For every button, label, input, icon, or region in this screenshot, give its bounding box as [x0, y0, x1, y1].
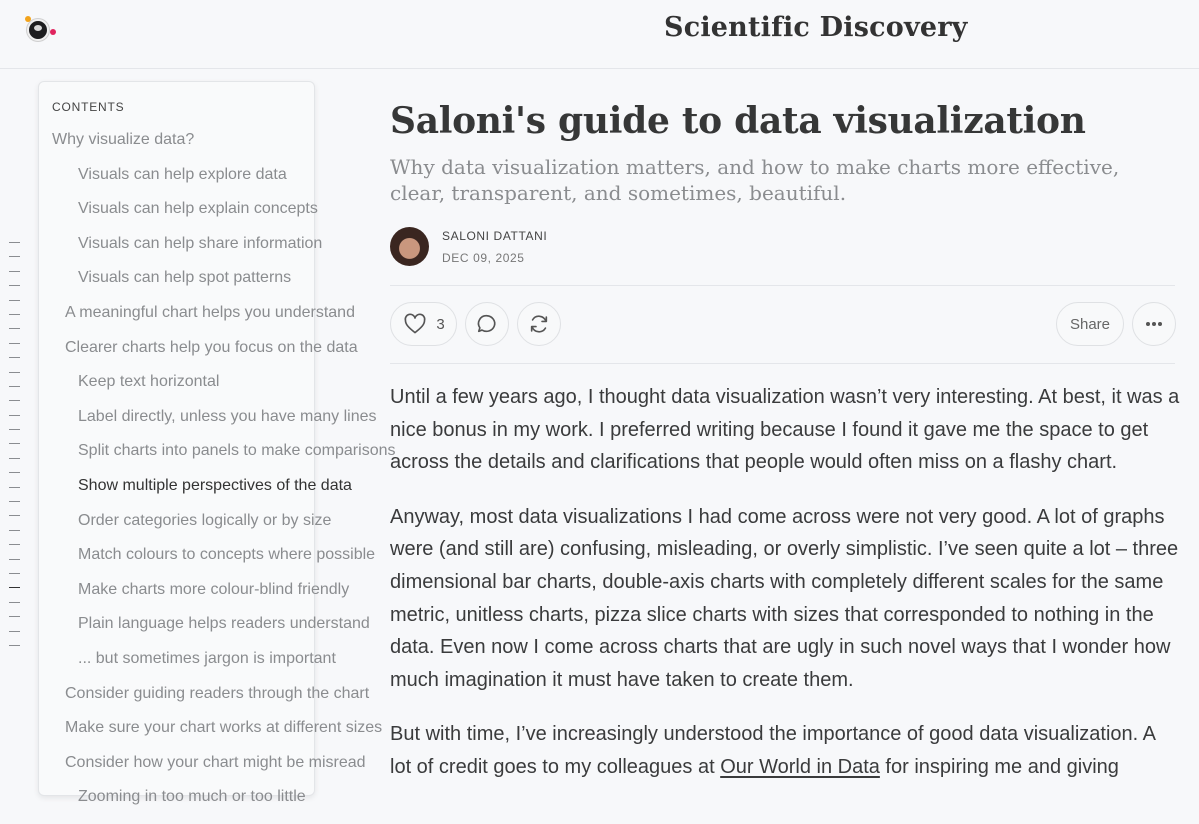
paragraph [390, 718, 1180, 783]
publication-logo-icon[interactable] [24, 16, 56, 44]
toc-item[interactable]: Label directly, unless you have many lines [78, 407, 377, 425]
toc-item[interactable]: Consider guiding readers through the chart [65, 684, 370, 702]
toc-item[interactable]: Zooming in too much or too little [78, 788, 306, 806]
author-avatar[interactable] [390, 227, 429, 266]
toc-tick[interactable] [9, 458, 20, 459]
our-world-in-data-link[interactable]: Our World in Data [720, 755, 880, 778]
toc-item[interactable]: Keep text horizontal [78, 373, 220, 391]
toc-item[interactable]: Make charts more colour-blind friendly [78, 580, 350, 598]
toc-tick[interactable] [9, 343, 20, 344]
article-body [390, 381, 1180, 806]
toc-item[interactable]: Match colours to concepts where possible [78, 546, 376, 564]
top-bar [0, 0, 1199, 69]
toc-tick[interactable] [9, 559, 20, 560]
toc-tick[interactable] [9, 300, 20, 301]
toc-heading: CONTENTS [52, 100, 125, 114]
toc-tick[interactable] [9, 645, 20, 646]
toc-tick[interactable] [9, 602, 20, 603]
heart-icon [404, 314, 426, 334]
toc-tick[interactable] [9, 400, 20, 401]
toc-tick[interactable] [9, 256, 20, 257]
toc-item[interactable]: Order categories logically or by size [78, 511, 332, 529]
toc-item[interactable]: Why visualize data? [52, 131, 195, 148]
toc-tick-rail[interactable] [9, 242, 21, 659]
toc-tick[interactable] [9, 285, 20, 286]
comment-button[interactable] [465, 302, 509, 346]
toc-tick[interactable] [9, 631, 20, 632]
toc-item[interactable]: ... but sometimes jargon is important [78, 650, 336, 667]
more-icon [1145, 321, 1163, 327]
toc-item[interactable]: Visuals can help explore data [78, 165, 287, 183]
toc-item[interactable]: Split charts into panels to make comparisons [78, 442, 396, 460]
toc-item[interactable]: Visuals can help explain concepts [78, 200, 318, 218]
toc-item[interactable]: Clearer charts help you focus on the data [65, 338, 358, 356]
author-name[interactable]: SALONI DATTANI [442, 229, 548, 243]
toc-tick[interactable] [9, 328, 20, 329]
site-title[interactable]: Scientific Discovery [664, 12, 968, 43]
paragraph: Anyway, most data visualizations I had come across were not very good. A lot of graphs were (and still are) confusing, misleading, or overly simplistic. I’ve seen quite a lot – three dimensional bar charts, double-axis charts with completely different scales for the same metric, unitless charts, pizza slice charts with sizes that corresponded to nothing in the data. Even now I come across charts that are ugly in such novel ways that I wonder how much imagination it must have taken to create them. [390, 505, 1179, 691]
table-of-contents [38, 81, 396, 806]
like-button[interactable] [390, 302, 457, 346]
share-button[interactable]: Share [1056, 302, 1124, 346]
paragraph-text: But with time, I’ve increasingly understood the importance of good data visualization. A lot of credit goes to my colleagues at [390, 723, 1155, 778]
toc-tick[interactable] [9, 616, 20, 617]
toc-item[interactable]: A meaningful chart helps you understand [65, 304, 355, 321]
toc-tick[interactable] [9, 530, 20, 531]
toc-tick[interactable] [9, 501, 20, 502]
more-options-button[interactable] [1132, 302, 1176, 346]
toc-tick[interactable] [9, 372, 20, 373]
toc-item[interactable]: Show multiple perspectives of the data [78, 477, 352, 494]
publish-date: DEC 09, 2025 [442, 251, 525, 265]
divider [390, 363, 1175, 364]
toc-item[interactable]: Make sure your chart works at different sizes [65, 719, 383, 737]
paragraph-text: for inspiring me and giving [879, 755, 1119, 778]
toc-tick[interactable] [9, 242, 20, 243]
toc-item[interactable]: Visuals can help spot patterns [78, 269, 292, 287]
toc-tick[interactable] [9, 515, 20, 516]
toc-tick[interactable] [9, 573, 20, 574]
toc-tick[interactable] [9, 472, 20, 473]
toc-tick[interactable] [9, 357, 20, 358]
toc-tick[interactable] [9, 487, 20, 488]
toc-tick[interactable] [9, 544, 20, 545]
restack-icon [528, 313, 550, 335]
toc-tick[interactable] [9, 271, 20, 272]
toc-tick[interactable] [9, 415, 20, 416]
toc-tick[interactable] [9, 443, 20, 444]
toc-item[interactable]: Consider how your chart might be misread [65, 753, 366, 771]
toc-tick[interactable] [9, 429, 20, 430]
toc-item[interactable]: Plain language helps readers understand [78, 615, 370, 633]
toc-tick[interactable] [9, 587, 20, 588]
toc-tick[interactable] [9, 386, 20, 387]
like-count: 3 [436, 315, 445, 333]
toc-item[interactable]: Visuals can help share information [78, 234, 323, 252]
divider [390, 285, 1175, 286]
article-subtitle: Why data visualization matters, and how to make charts more effective, clear, transparent, and sometimes, beautiful. [390, 155, 1120, 205]
comment-icon [476, 313, 498, 335]
toc-tick[interactable] [9, 314, 20, 315]
restack-button[interactable] [517, 302, 561, 346]
article-title: Saloni's guide to data visualization [390, 100, 1086, 142]
paragraph: Until a few years ago, I thought data visualization wasn’t very interesting. At best, it was a nice bonus in my work. I preferred writing because I found it gave me the space to get across the details and clarifications that people would often miss on a flashy chart. [390, 386, 1180, 474]
